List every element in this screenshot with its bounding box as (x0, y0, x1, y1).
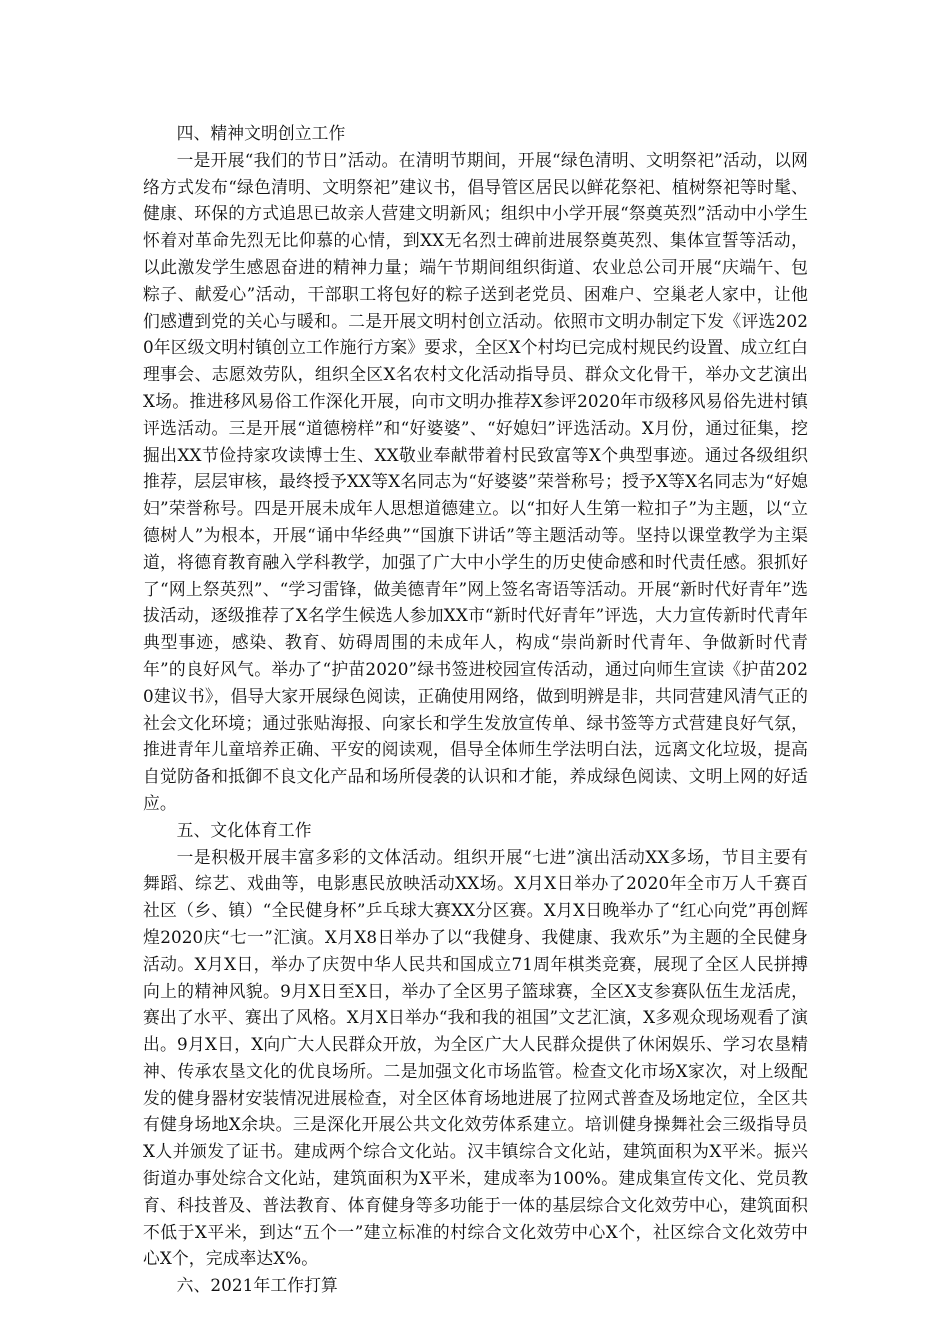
section-5-heading: 五、文化体育工作 (176, 819, 312, 840)
section-4-body: 一是开展“我们的节日”活动。在清明节期间，开展“绿色清明、文明祭祀”活动，以网络方式发布“绿色清明、文明祭祀”建议书，倡导管区居民以鲜花祭祀、植树祭祀等时髦、健康、环保的方式追思已故亲人营建文明新风；组织中小学开展“祭奠英烈”活动中小学生怀着对革命先烈无比仰慕的心情，到XX无名烈士碑前进展祭奠英烈、集体宣誓等活动，以此激发学生感恩奋进的精神力量；端午节期间组织街道、农业总公司开展“庆端午、包粽子、献爱心”活动，干部职工将包好的粽子送到老党员、困难户、空巢老人家中，让他们感遭到党的关心与暖和。二是开展文明村创立活动。依照市文明办制定下发《评选2020年区级文明村镇创立工作施行方案》要求，全区X个村均已完成村规民约设置、成立红白理事会、志愿效劳队，组织全区X名农村文化活动指导员、群众文化骨干，举办文艺演出X场。推进移风易俗工作深化开展，向市文明办推荐X参评2020年市级移风易俗先进村镇评选活动。三是开展“道德榜样”和“好婆婆”、“好媳妇”评选活动。X月份，通过征集，挖掘出XX节俭持家攻读博士生、XX敬业奉献带着村民致富等X个典型事迹。通过各级组织推荐，层层审核，最终授予XX等X名同志为“好婆婆”荣誉称号；授予X等X名同志为“好媳妇”荣誉称号。四是开展未成年人思想道德建立。以“扣好人生第一粒扣子”为主题，以“立德树人”为根本，开展“诵中华经典”“国旗下讲话”等主题活动等。坚持以课堂教学为主渠道，将德育教育融入学科教学，加强了广大中小学生的历史使命感和时代责任感。狠抓好了“网上祭英烈”、“学习雷锋，做美德青年”网上签名寄语等活动。开展“新时代好青年”选拔活动，逐级推荐了X名学生候选人参加XX市“新时代好青年”评选，大力宣传新时代青年典型事迹，感染、教育、妨碍周围的未成年人，构成“崇尚新时代青年、争做新时代青年”的良好风气。举办了“护苗2020”绿书签进校园宣传活动，通过向师生宣读《护苗2020建议书》，倡导大家开展绿色阅读，正确使用网络，做到明辨是非，共同营建风清气正的社会文化环境；通过张贴海报、向家长和学生发放宣传单、绿书签等方式营建良好气氛，推进青年儿童培养正确、平安的阅读观，倡导全体师生学法明白法，远离文化垃圾，提高自觉防备和抵御不良文化产品和场所侵袭的认识和才能，养成绿色阅读、文明上网的好适应。 (143, 149, 808, 813)
section-4-heading: 四、精神文明创立工作 (176, 123, 346, 143)
section-6-heading: 六、2021年工作打算 (176, 1275, 338, 1296)
document-page (143, 120, 808, 1299)
section-5-body: 一是积极开展丰富多彩的文体活动。组织开展“七进”演出活动XX多场，节目主要有舞蹈、综艺、戏曲等，电影惠民放映活动XX场。X月X日举办了2020年全市万人千赛百社区（乡、镇）“全民健身杯”乒乓球大赛XX分区赛。X月X日晚举办了“红心向党”再创辉煌2020庆“七一”汇演。X月X8日举办了以“我健身、我健康、我欢乐”为主题的全民健身活动。X月X日，举办了庆贺中华人民共和国成立71周年棋类竞赛，展现了全区人民拼搏向上的精神风貌。9月X日至X日，举办了全区男子篮球赛，全区X支参赛队伍生龙活虎，赛出了水平、赛出了风格。X月X日举办“我和我的祖国”文艺汇演，X多观众现场观看了演出。9月X日，X向广大人民群众开放，为全区广大人民群众提供了休闲娱乐、学习农垦精神、传承农垦文化的优良场所。二是加强文化市场监管。检查文化市场X家次，对上级配发的健身器材安装情况进展检查，对全区体育场地进展了拉网式普查及场地定位，全区共有健身场地X余块。三是深化开展公共文化效劳体系建立。培训健身操舞社会三级指导员X人并颁发了证书。建成两个综合文化站。汉丰镇综合文化站，建筑面积为X平米。振兴街道办事处综合文化站，建筑面积为X平米，建成率为100%。建成集宣传文化、党员教育、科技普及、普法教育、体育健身等多功能于一体的基层综合文化效劳中心，建筑面积不低于X平米，到达“五个一”建立标准的村综合文化效劳中心X个，社区综合文化效劳中心X个，完成率达X%。 (143, 846, 808, 1269)
